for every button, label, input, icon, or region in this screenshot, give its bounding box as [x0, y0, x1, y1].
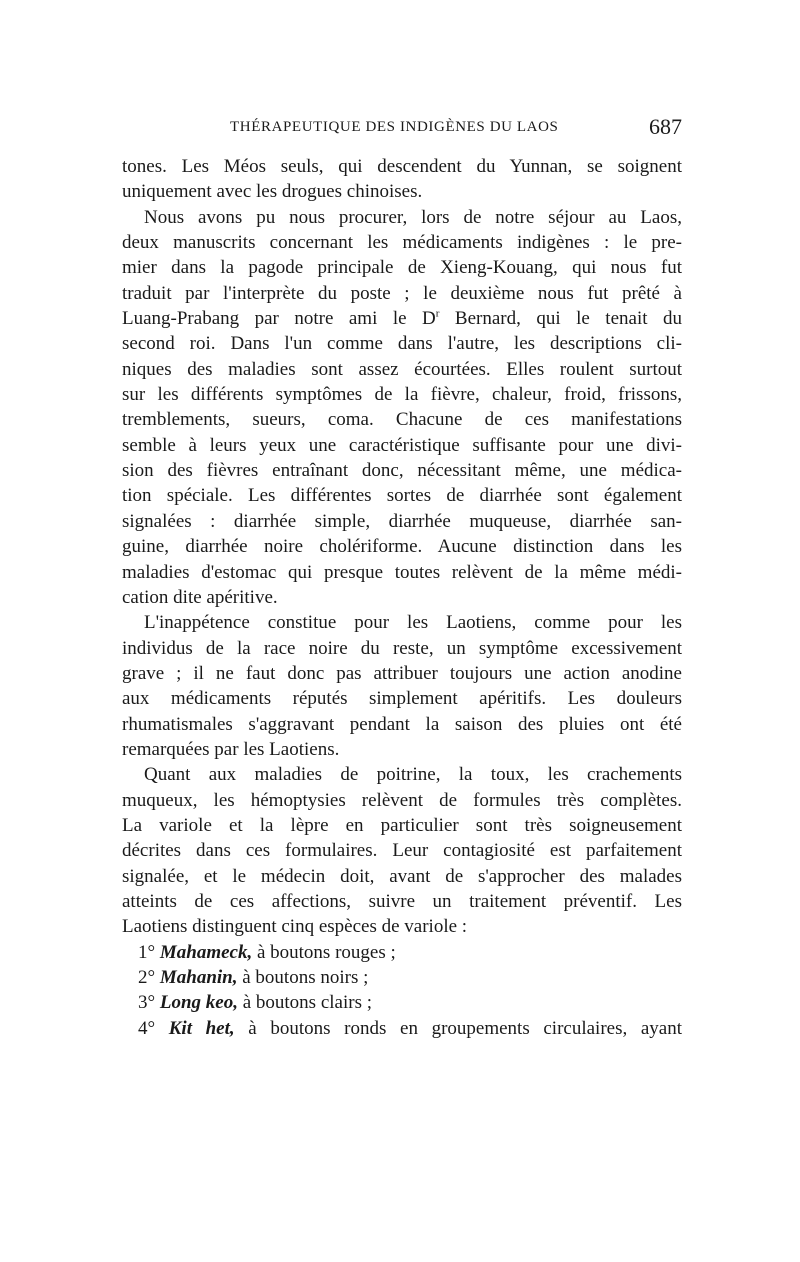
item-number: 1°: [138, 941, 156, 963]
text-line: grave ; il ne faut donc pas attribuer toujours une action anodine: [122, 662, 682, 684]
text-line: cation dite apéritive.: [122, 586, 278, 608]
text-line: signalées : diarrhée simple, diarrhée muqueuse, diarrhée san-: [122, 510, 682, 532]
text-fragment: Bernard, qui le tenait du: [439, 308, 682, 330]
item-description: à boutons ronds en groupements circulaires, ayant: [234, 1017, 683, 1039]
text-line: uniquement avec les drogues chinoises.: [122, 181, 423, 203]
list-item: [122, 965, 682, 990]
text-line: décrites dans ces formulaires. Leur contagiosité est parfaitement: [122, 840, 682, 862]
item-number: 2°: [138, 967, 156, 988]
text-line: guine, diarrhée noire cholériforme. Aucune distinction dans les: [122, 536, 682, 558]
text-line: Laotiens distinguent cinq espèces de variole :: [122, 916, 468, 938]
text-line: deux manuscrits concernant les médicaments indigènes : le pre-: [122, 232, 682, 254]
text-line: tion spéciale. Les différentes sortes de diarrhée sont également: [122, 485, 682, 507]
text-line: maladies d'estomac qui presque toutes relèvent de la même médi-: [122, 561, 682, 583]
text-line: aux médicaments réputés simplement apéritifs. Les douleurs: [122, 688, 682, 710]
text-line: La variole et la lèpre en particulier sont très soigneusement: [122, 814, 682, 836]
item-name: Kit het,: [168, 1017, 235, 1039]
list-item: [122, 940, 682, 965]
item-name: Mahameck,: [159, 941, 253, 963]
item-description: à boutons clairs ;: [237, 992, 372, 1014]
text-line: L'inappétence constitue pour les Laotiens, comme pour les: [144, 612, 682, 634]
text-line: rhumatismales s'aggravant pendant la saison des pluies ont été: [122, 713, 682, 735]
item-name: Long keo,: [159, 992, 238, 1014]
text-line: muqueux, les hémoptysies relèvent de formules très complètes.: [122, 789, 682, 811]
running-title: THÉRAPEUTIQUE DES INDIGÈNES DU LAOS: [230, 119, 559, 135]
text-line: atteints de ces affections, suivre un traitement préventif. Les: [122, 890, 682, 912]
text-line: mier dans la pagode principale de Xieng-Kouang, qui nous fut: [122, 257, 682, 279]
page-number: 687: [649, 114, 682, 139]
text-line: tones. Les Méos seuls, qui descendent du Yunnan, se soignent: [122, 156, 682, 177]
item-description: à boutons noirs ;: [237, 967, 369, 988]
list-item: [122, 990, 682, 1015]
text-line: Quant aux maladies de poitrine, la toux, les crachements: [144, 764, 682, 786]
text-line: traduit par l'interprète du poste ; le deuxième nous fut prêté à: [122, 282, 682, 304]
text-line: individus de la race noire du reste, un symptôme excessivement: [122, 637, 682, 659]
text-line: niques des maladies sont assez écourtées. Elles roulent surtout: [122, 358, 682, 380]
item-description: à boutons rouges ;: [252, 941, 396, 963]
item-name: Mahanin,: [159, 967, 238, 988]
text-line: signalée, et le médecin doit, avant de s'approcher des malades: [122, 865, 682, 887]
item-number: 4°: [138, 1017, 156, 1039]
text-fragment: Luang-Prabang par notre ami le D: [122, 308, 436, 330]
item-number: 3°: [138, 992, 156, 1014]
body-text: [122, 154, 682, 1041]
text-line: tremblements, sueurs, coma. Chacune de ces manifestations: [122, 409, 682, 431]
text-line: sur les différents symptômes de la fièvre, chaleur, froid, frissons,: [122, 384, 682, 406]
text-line: Nous avons pu nous procurer, lors de notre séjour au Laos,: [144, 206, 682, 228]
text-line: second roi. Dans l'un comme dans l'autre, les descriptions cli-: [122, 333, 682, 355]
text-line: [122, 306, 682, 331]
list-item: [122, 1016, 682, 1041]
superscript: r: [435, 307, 440, 320]
running-head: [122, 116, 684, 142]
text-line: semble à leurs yeux une caractéristique suffisante pour une divi-: [122, 434, 682, 456]
text-line: remarquées par les Laotiens.: [122, 738, 340, 760]
text-line: sion des fièvres entraînant donc, nécessitant même, une médica-: [122, 460, 682, 482]
